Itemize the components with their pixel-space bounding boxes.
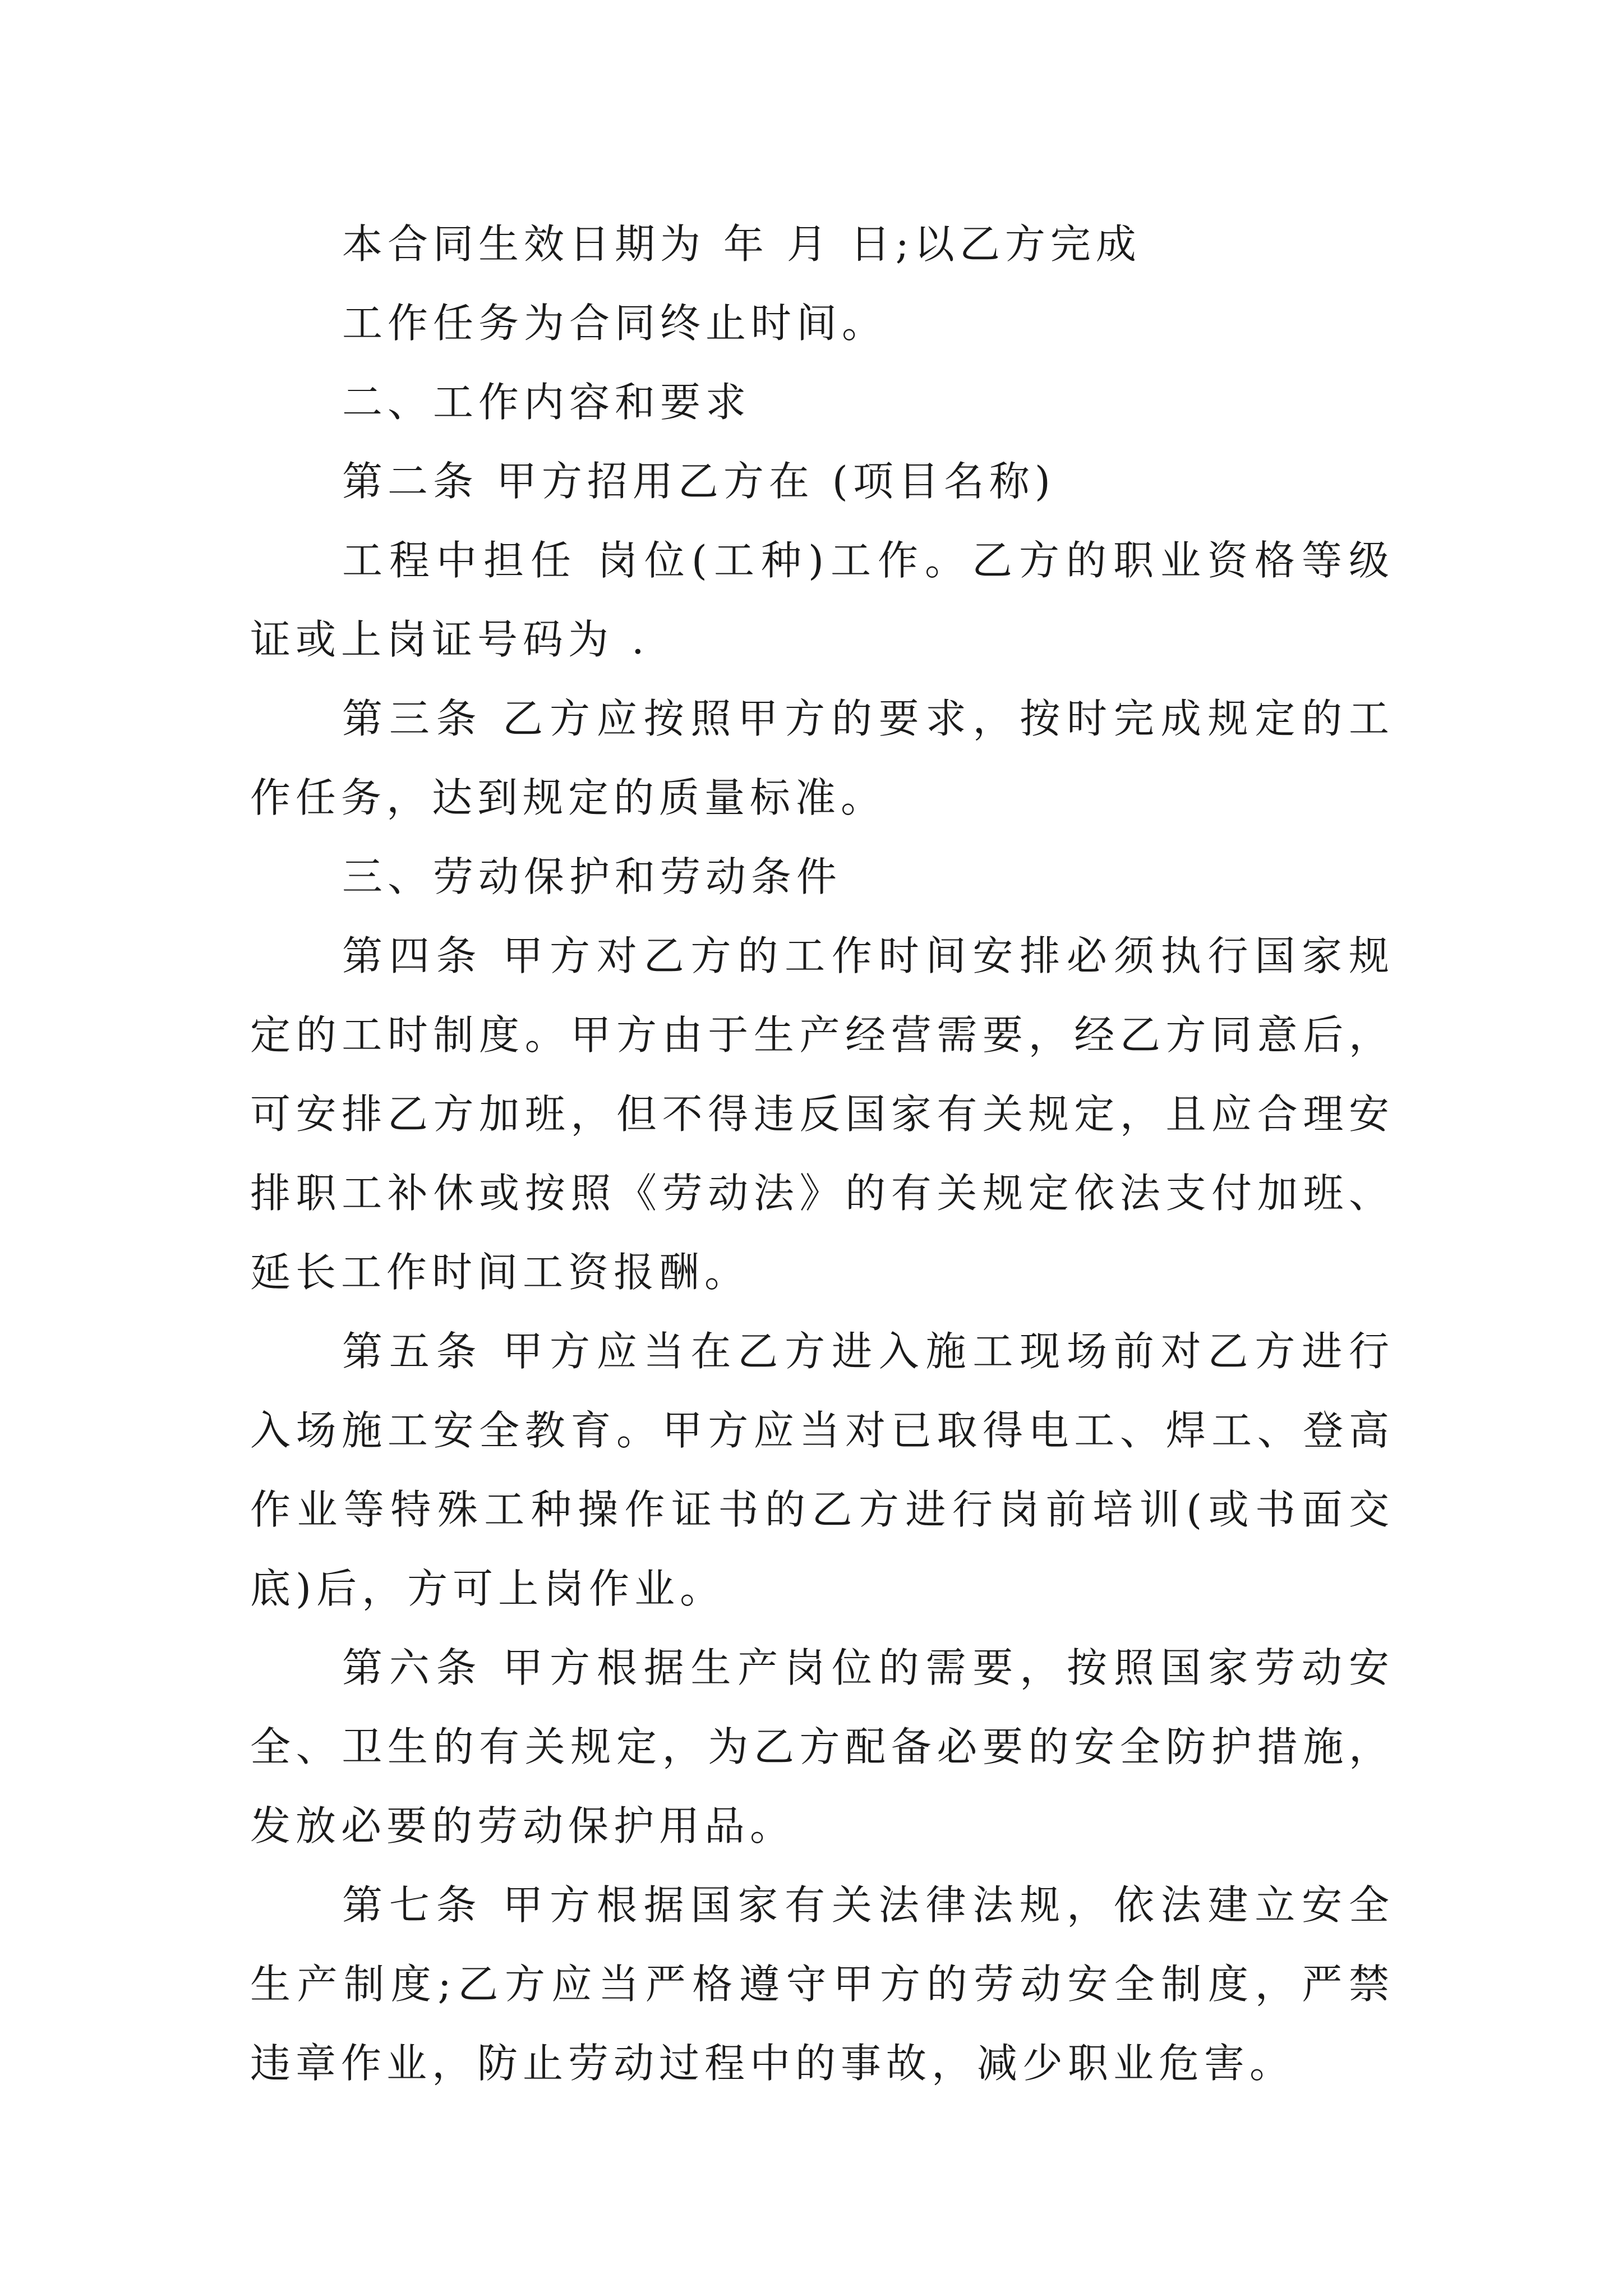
paragraph-article-2-continued: 工程中担任 岗位(工种)工作。乙方的职业资格等级证或上岗证号码为 . [250,537,1394,663]
paragraph-effective-date: 本合同生效日期为 年 月 日;以乙方完成 [342,220,1141,268]
paragraph-article-4: 第四条 甲方对乙方的工作时间安排必须执行国家规定的工时制度。甲方由于生产经营需要，经乙方同意后，可安排乙方加班，但不得违反国家有关规定，且应合理安排职工补休或按照《劳动法》的有关规定依法支付加班、延长工作时间工资报酬。 [250,932,1394,1296]
contract-body [250,205,1394,2103]
section-heading-work-content: 二、工作内容和要求 [342,379,751,426]
paragraph-article-3: 第三条 乙方应按照甲方的要求，按时完成规定的工作任务，达到规定的质量标准。 [250,695,1394,821]
paragraph-termination: 工作任务为合同终止时间。 [342,300,888,347]
paragraph-article-5: 第五条 甲方应当在乙方进入施工现场前对乙方进行入场施工安全教育。甲方应当对已取得电工、焊工、登高作业等特殊工种操作证书的乙方进行岗前培训(或书面交底)后，方可上岗作业。 [250,1328,1394,1612]
section-heading-labor-protection: 三、劳动保护和劳动条件 [342,853,842,900]
paragraph-article-6: 第六条 甲方根据生产岗位的需要，按照国家劳动安全、卫生的有关规定，为乙方配备必要的安全防护措施，发放必要的劳动保护用品。 [250,1644,1394,1849]
paragraph-article-7: 第七条 甲方根据国家有关法律法规，依法建立安全生产制度;乙方应当严格遵守甲方的劳动安全制度，严禁违章作业，防止劳动过程中的事故，减少职业危害。 [250,1881,1394,2087]
paragraph-article-2: 第二条 甲方招用乙方在 (项目名称) [342,458,1055,505]
